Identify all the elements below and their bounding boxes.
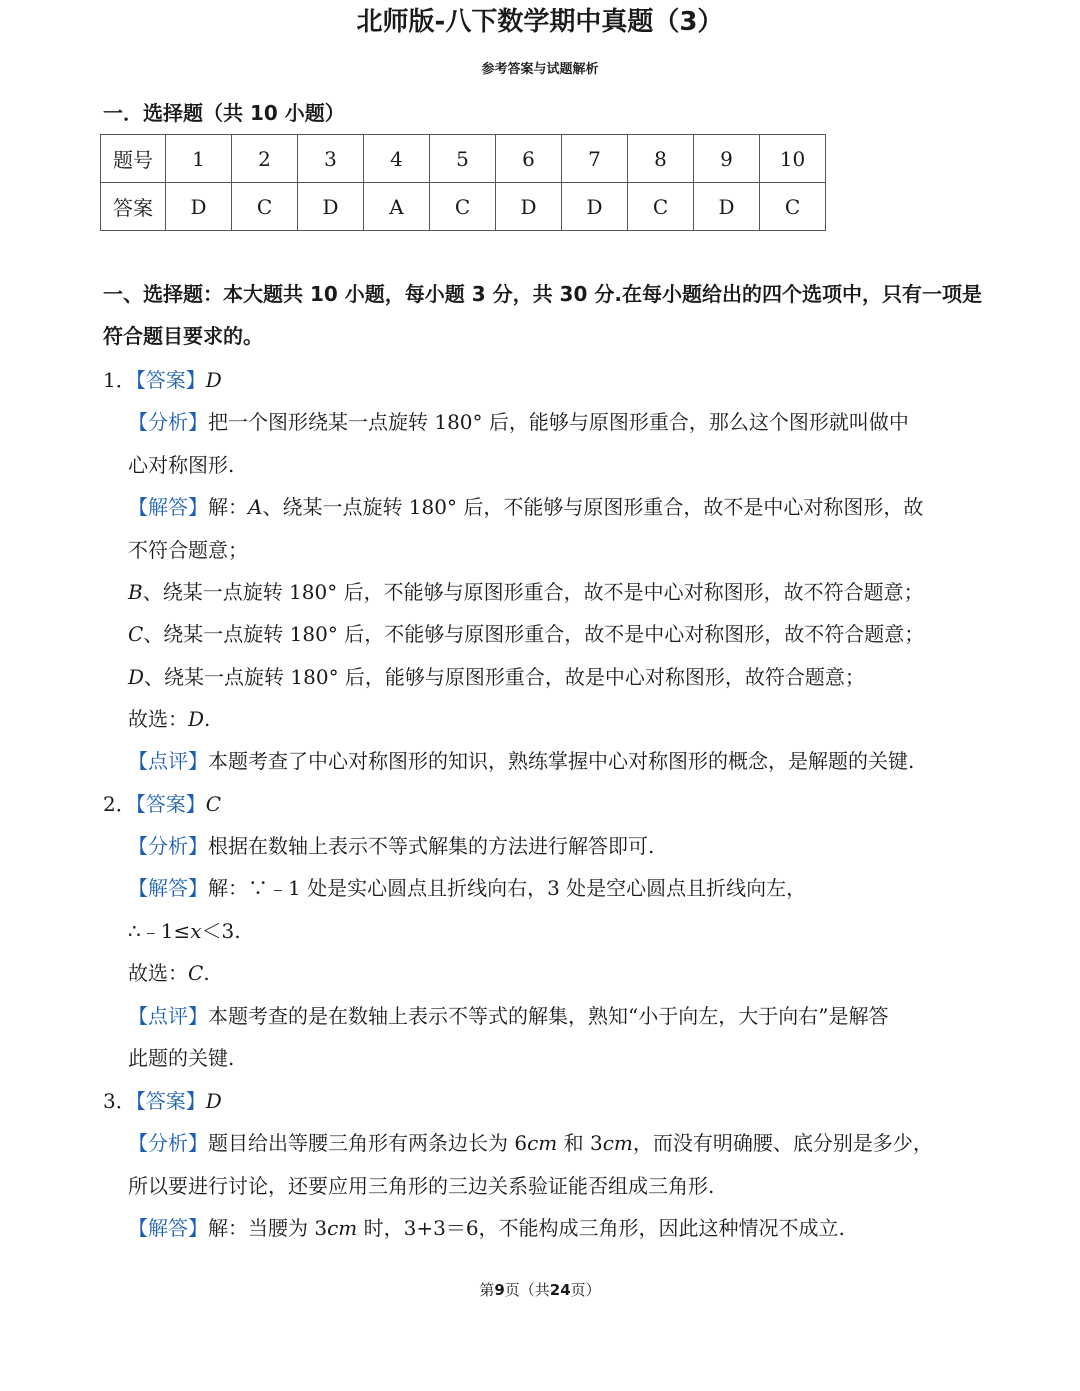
table-cell: 9: [694, 135, 760, 183]
table-cell: 4: [364, 135, 430, 183]
footer-suffix: 页）: [570, 1281, 601, 1299]
option-letter: C: [128, 622, 144, 646]
solution-text: 解：∵﹣1 处是实心圆点且折线向右，3 处是空心圆点且折线向左，: [208, 876, 807, 900]
option-text: 、绕某一点旋转 180° 后，能够与原图形重合，故是中心对称图形，故符合题意；: [144, 665, 865, 689]
table-cell: 10: [760, 135, 826, 183]
q1-option-c-line: [128, 619, 924, 649]
footer-middle: 页（共: [504, 1281, 550, 1299]
table-cell: C: [232, 183, 298, 231]
analysis-text: ，而没有明确腰、底分别是多少，: [632, 1131, 933, 1155]
table-cell: C: [628, 183, 694, 231]
q1-analysis-line-2: 心对称图形.: [128, 453, 235, 477]
table-cell: C: [760, 183, 826, 231]
q3-analysis-line-2: 所以要进行讨论，还要应用三角形的三边关系验证能否组成三角形.: [128, 1174, 715, 1198]
table-cell: 6: [496, 135, 562, 183]
choice-prefix: 故选：: [128, 707, 188, 731]
q2-comment-line: [128, 1001, 888, 1031]
option-letter: B: [128, 580, 143, 604]
choice-letter: C: [188, 961, 204, 985]
unit: cm: [327, 1216, 358, 1240]
table-cell: D: [298, 183, 364, 231]
table-cell: 2: [232, 135, 298, 183]
table-row-numbers: [101, 135, 826, 183]
subtitle: 参考答案与试题解析: [481, 62, 599, 77]
analysis-text: 和 3: [557, 1131, 603, 1155]
q1-option-d-line: [128, 662, 865, 692]
page-total: 24: [549, 1281, 571, 1299]
analysis-tag: 【分析】: [128, 834, 208, 858]
q2-choice-line: [128, 958, 210, 988]
option-letter: D: [128, 665, 145, 689]
table-cell: D: [166, 183, 232, 231]
q1-choice-line: [128, 704, 210, 734]
answer-table: [100, 134, 826, 231]
option-text: 、绕某一点旋转 180° 后，不能够与原图形重合，故不是中心对称图形，故不符合题意；: [143, 622, 925, 646]
q1-comment-line: [128, 746, 914, 776]
solution-text: 时，3+3＝6，不能构成三角形，因此这种情况不成立.: [357, 1216, 845, 1240]
q1-solution-line-2: 不符合题意；: [128, 538, 248, 562]
solution-tag: 【解答】: [128, 495, 208, 519]
table-cell: D: [694, 183, 760, 231]
question-number: 1．: [103, 368, 136, 392]
answer-tag: 【答案】: [135, 1089, 206, 1113]
answer-value: D: [205, 1089, 222, 1113]
q2-solution-line: [128, 873, 806, 903]
choice-suffix: .: [204, 707, 211, 731]
table-row-answers: [101, 183, 826, 231]
answer-value: C: [205, 792, 222, 816]
solution-intro: 解：: [208, 495, 248, 519]
analysis-text: 把一个图形绕某一点旋转 180° 后，能够与原图形重合，那么这个图形就叫做中: [208, 410, 909, 434]
option-letter: A: [248, 495, 263, 519]
table-cell: A: [364, 183, 430, 231]
q2-comment-line-2: 此题的关键.: [128, 1046, 235, 1070]
q1-solution-line: [128, 492, 923, 522]
comment-text: 本题考查的是在数轴上表示不等式的解集，熟知“小于向左，大于向右”是解答: [208, 1004, 889, 1028]
solution-text: 解：当腰为 3: [208, 1216, 328, 1240]
table-cell: 5: [430, 135, 496, 183]
option-text: 、绕某一点旋转 180° 后，不能够与原图形重合，故不是中心对称图形，故: [262, 495, 924, 519]
analysis-text: 题目给出等腰三角形有两条边长为 6: [208, 1131, 528, 1155]
section-heading: 一．选择题（共 10 小题）: [103, 101, 345, 125]
row-label-answer: 答案: [101, 183, 166, 231]
answer-tag: 【答案】: [135, 368, 206, 392]
page-number: 9: [494, 1281, 505, 1299]
analysis-tag: 【分析】: [128, 1131, 208, 1155]
q3-analysis-line: [128, 1128, 933, 1158]
choice-suffix: .: [203, 961, 210, 985]
table-cell: C: [430, 183, 496, 231]
inequality-left: ∴﹣1≤: [128, 919, 191, 943]
choice-prefix: 故选：: [128, 961, 188, 985]
unit: cm: [602, 1131, 633, 1155]
comment-text: 本题考查了中心对称图形的知识，熟练掌握中心对称图形的概念，是解题的关键.: [208, 749, 915, 773]
question-number: 2．: [103, 792, 136, 816]
solution-tag: 【解答】: [128, 876, 208, 900]
q3-answer-line: [103, 1086, 222, 1116]
q1-answer-line: [103, 365, 222, 395]
inequality-var: x: [190, 919, 202, 943]
page-footer: [0, 1279, 1080, 1301]
table-cell: D: [496, 183, 562, 231]
table-cell: 8: [628, 135, 694, 183]
answer-value: D: [205, 368, 222, 392]
analysis-text: 根据在数轴上表示不等式解集的方法进行解答即可.: [208, 834, 655, 858]
comment-tag: 【点评】: [128, 1004, 208, 1028]
footer-prefix: 第: [479, 1281, 495, 1299]
q3-solution-line: [128, 1213, 845, 1243]
solution-tag: 【解答】: [128, 1216, 208, 1240]
table-cell: 3: [298, 135, 364, 183]
table-cell: 1: [166, 135, 232, 183]
answer-tag: 【答案】: [135, 792, 206, 816]
q2-inequality-line: [128, 916, 241, 946]
q1-option-b-line: [128, 577, 924, 607]
comment-tag: 【点评】: [128, 749, 208, 773]
table-cell: D: [562, 183, 628, 231]
page-title: 北师版-八下数学期中真题（3）: [356, 7, 724, 37]
row-label-number: 题号: [101, 135, 166, 183]
q2-answer-line: [103, 789, 221, 819]
table-cell: 7: [562, 135, 628, 183]
q1-analysis-line: [128, 407, 909, 437]
analysis-tag: 【分析】: [128, 410, 208, 434]
question-number: 3．: [103, 1089, 136, 1113]
option-text: 、绕某一点旋转 180° 后，不能够与原图形重合，故不是中心对称图形，故不符合题意；: [142, 580, 924, 604]
section-instructions: 一、选择题：本大题共 10 小题，每小题 3 分，共 30 分.在每小题给出的四个选项中，只有一项是符合题目要求的。: [103, 282, 982, 348]
choice-letter: D: [188, 707, 205, 731]
inequality-right: ＜3.: [201, 919, 241, 943]
unit: cm: [527, 1131, 558, 1155]
q2-analysis-line: [128, 831, 654, 861]
